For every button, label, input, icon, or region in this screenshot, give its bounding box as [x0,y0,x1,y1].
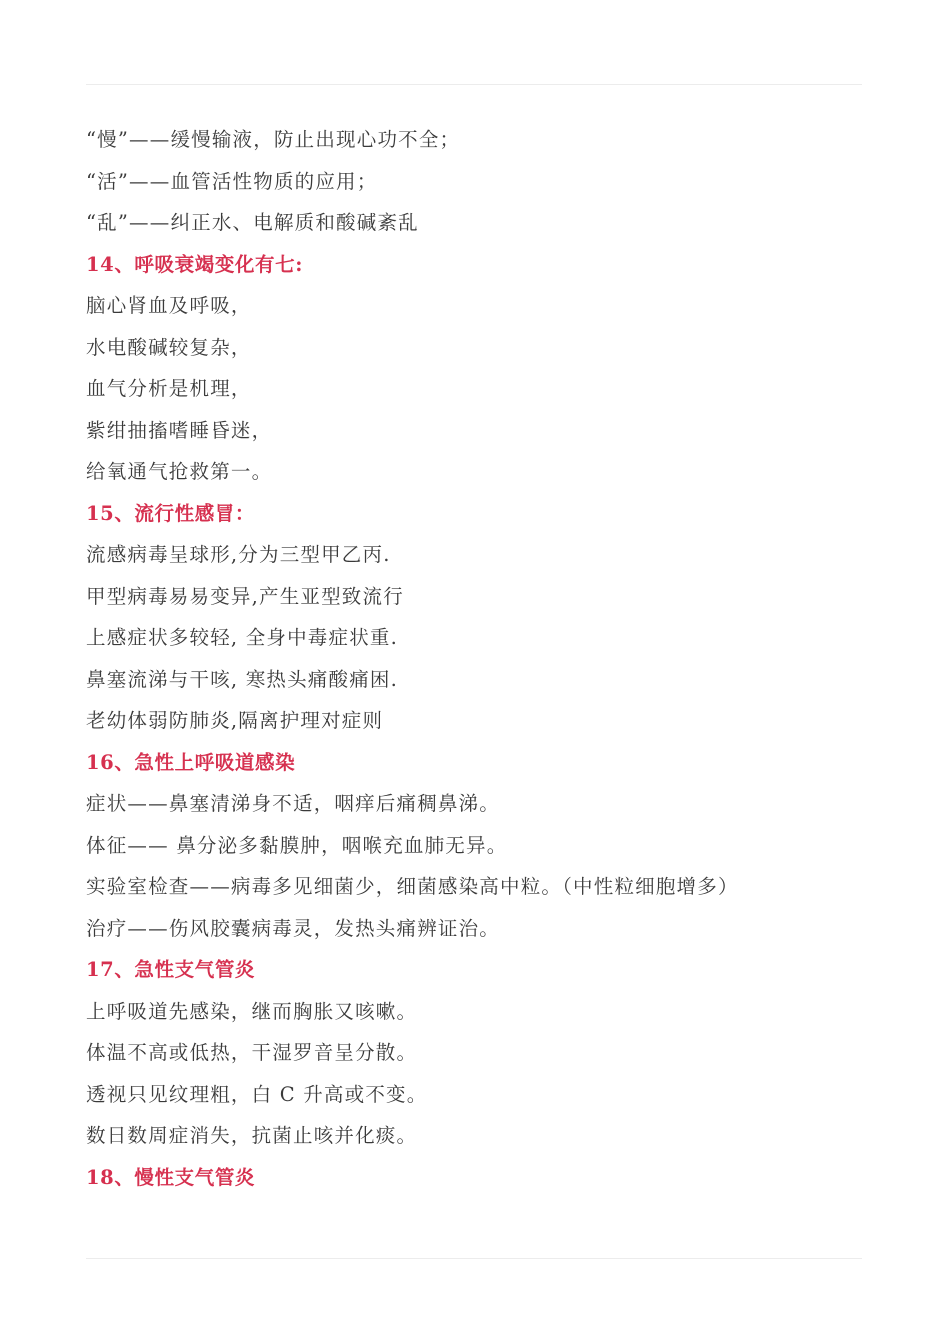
body-line: 给氧通气抢救第一。 [86,460,273,483]
body-line: 鼻塞流涕与干咳, 寒热头痛酸痛困. [86,667,398,691]
body-line: 血气分析是机理， [86,377,252,400]
top-divider [86,84,862,85]
body-line: 紫绀抽搐嗜睡昏迷， [86,418,273,442]
body-line: 老幼体弱防肺炎,隔离护理对症则 [86,709,384,732]
section-heading: 17、急性支气管炎 [86,958,256,981]
body-line: 实验室检查——病毒多见细菌少，细菌感染高中粒。（中性粒细胞增多） [86,875,739,898]
section-heading: 15、流行性感冒： [86,501,256,525]
body-line: 水电酸碱较复杂， [86,335,252,359]
body-line: 上感症状多较轻, 全身中毒症状重. [86,626,398,649]
body-line: “活”——血管活性物质的应用； [86,169,378,193]
section-heading: 16、急性上呼吸道感染 [86,750,296,774]
body-line: 透视只见纹理粗，白 C 升高或不变。 [86,1082,428,1106]
section-heading: 18、慢性支气管炎 [86,1165,256,1189]
body-line: 甲型病毒易易变异,产生亚型致流行 [86,584,404,608]
body-line: “慢”——缓慢输液，防止出现心功不全； [86,128,461,151]
body-line: “乱”——纠正水、电解质和酸碱紊乱 [86,211,419,234]
body-line: 体征—— 鼻分泌多黏膜肿，咽喉充血肺无异。 [86,833,508,857]
body-line: 数日数周症消失，抗菌止咳并化痰。 [86,1124,418,1147]
body-line: 体温不高或低热，干湿罗音呈分散。 [86,1041,418,1064]
body-line: 上呼吸道先感染，继而胸胀又咳嗽。 [86,999,418,1023]
body-line: 流感病毒呈球形,分为三型甲乙丙. [86,543,391,566]
body-line: 脑心肾血及呼吸， [86,294,252,317]
body-line: 治疗——伤风胶囊病毒灵，发热头痛辨证治。 [86,916,501,940]
bottom-divider [86,1258,862,1259]
document-body [86,119,866,1198]
body-line: 症状——鼻塞清涕身不适，咽痒后痛稠鼻涕。 [86,792,501,815]
section-heading: 14、呼吸衰竭变化有七: [86,252,304,276]
